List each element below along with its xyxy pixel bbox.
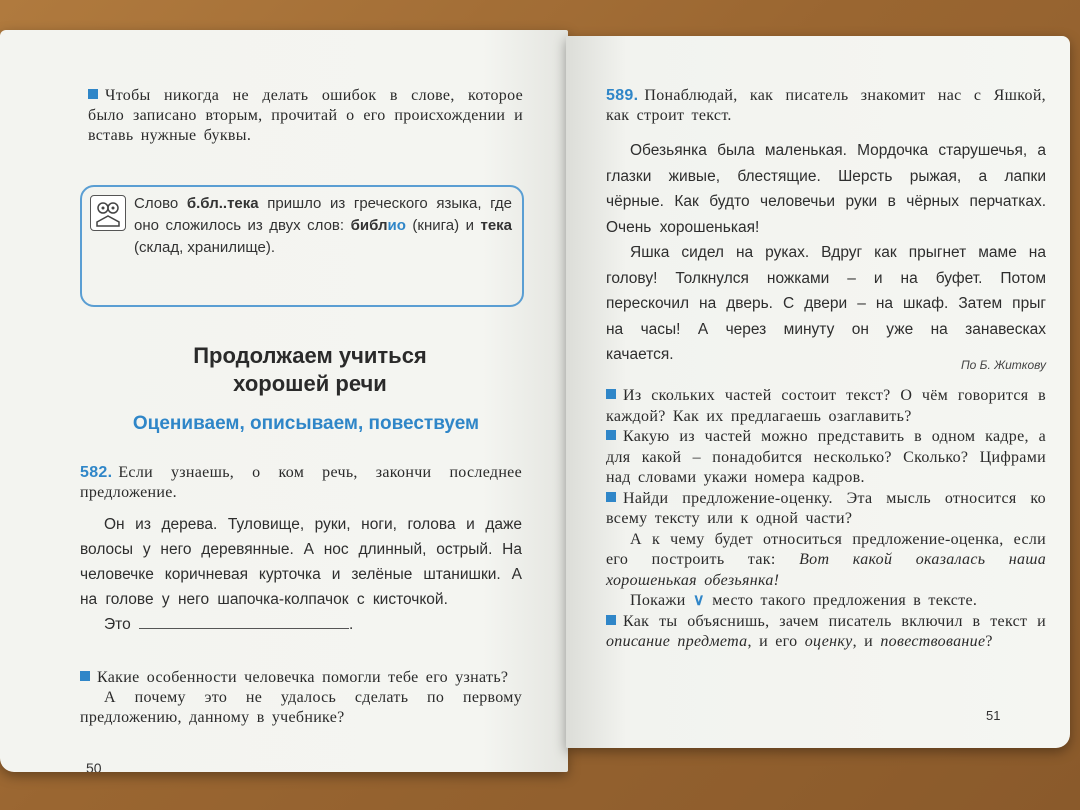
section-title [100,342,520,398]
root-part-highlight: ио [387,217,406,234]
question-text: Покажи [630,592,686,609]
info-root-1 [351,217,406,234]
question [606,489,1046,530]
root-part: бл [369,217,388,234]
question [606,591,1046,612]
insert-mark-icon: ∨ [692,592,705,609]
question-text: Как ты объяснишь, зачем писатель включил в текст и [623,612,1046,630]
bullet-square-icon [606,430,616,440]
question-italic: оценку [804,633,853,650]
question [80,668,522,688]
right-page [566,36,1070,748]
section-title-line: хорошей речи [233,371,387,396]
story-589 [606,138,1046,368]
question-text: Из скольких частей состоит текст? О чём говорится в каждой? Как их предлагаешь озаглавить? [606,387,1046,425]
task-intro [88,86,523,146]
story-text: Он из дерева. Туловище, руки, ноги, голова и даже волосы у него деревянные. А нос длинный, острый. На человечке коричневая курточка и зелёные штанишки. А на голове у него шапочка-колпачок с кисточкой. [80,516,522,608]
story-end-dot: . [349,616,354,633]
question [606,427,1046,489]
question [606,612,1046,653]
info-text [134,193,512,259]
story-end [80,612,522,637]
info-text-part: (книга) и [412,217,474,234]
bullet-square-icon [606,492,616,502]
page-number: 51 [986,708,1001,723]
story-paragraph: Яшка сидел на руках. Вдруг как прыгнет маме на голову! Толкнулся ножками – и на буфет. Потом перескочил на дверь. С двери – на шкаф. Затем прыг на часы! А через минуту он уже на занавесках качается. [606,244,1046,363]
question-text: Найди предложение-оценку. Эта мысль относится ко всему тексту или к одной части? [606,489,1046,527]
left-page [0,30,568,772]
question-italic: Вот какой оказалась наша хорошенькая обезьянка! [606,551,1047,589]
question-text: А почему это не удалось сделать по первому предложению, данному в учебнике? [80,689,522,726]
question-italic: повествование [880,633,986,650]
info-root-2: тека [480,217,513,234]
bullet-square-icon [606,615,616,625]
info-text-part: Слово [134,195,179,212]
owl-book-icon [90,195,126,231]
bullet-square-icon [88,89,98,99]
question-text: место такого предложения в тексте. [712,592,978,609]
question [606,386,1046,427]
question-text: ? [985,633,993,650]
root-part: би [350,217,370,234]
question-text: , и его [747,633,798,650]
question-italic: описание предмета [606,633,748,650]
section-title-line: Продолжаем учиться [193,343,427,368]
question [606,530,1046,592]
exercise-582 [80,463,522,503]
exercise-number: 582. [80,464,113,481]
info-text-part: (склад, хранилище). [134,239,276,256]
bullet-square-icon [80,671,90,681]
section-subtitle: Оцениваем, описываем, повествуем [132,413,480,434]
exercise-text: Если узнаешь, о ком речь, закончи последнее предложение. [80,464,522,501]
page-number: 50 [86,760,102,772]
questions-589 [606,386,1046,653]
story-end-label: Это [104,616,131,633]
info-text-part: пришло из греческого языка, где оно сложилось из двух слов: [134,195,513,234]
info-box [80,185,524,307]
info-word: б.бл..тека [186,195,259,212]
task-intro-text: Чтобы никогда не делать ошибок в слове, которое было записано вторым, прочитай о его происхождении и вставь нужные буквы. [88,87,523,144]
exercise-589 [606,86,1046,126]
questions-582 [80,668,522,728]
exercise-text: Понаблюдай, как писатель знакомит нас с Яшкой, как строит текст. [606,87,1046,124]
question-text: Какие особенности человечка помогли тебе его узнать? [97,669,509,686]
bullet-square-icon [606,389,616,399]
question-text: , и [852,633,874,650]
exercise-number: 589. [606,87,639,104]
story-582 [80,512,522,637]
question-text: Какую из частей можно представить в одном кадре, а для какой – понадобится несколько? Сколько? Цифрами над словами укажи номера кадров. [606,428,1046,486]
answer-blank-line[interactable] [139,614,349,629]
story-author: По Б. Житкову [960,358,1046,372]
question-text: А к чему будет относиться предложение-оценка, если его построить так: [606,530,1046,568]
story-paragraph: Обезьянка была маленькая. Мордочка старушечья, а глазки живые, блестящие. Шерсть рыжая, а лапки чёрные. Как будто человечьи руки в чёрных перчатках. Очень хорошенькая! [606,142,1046,236]
